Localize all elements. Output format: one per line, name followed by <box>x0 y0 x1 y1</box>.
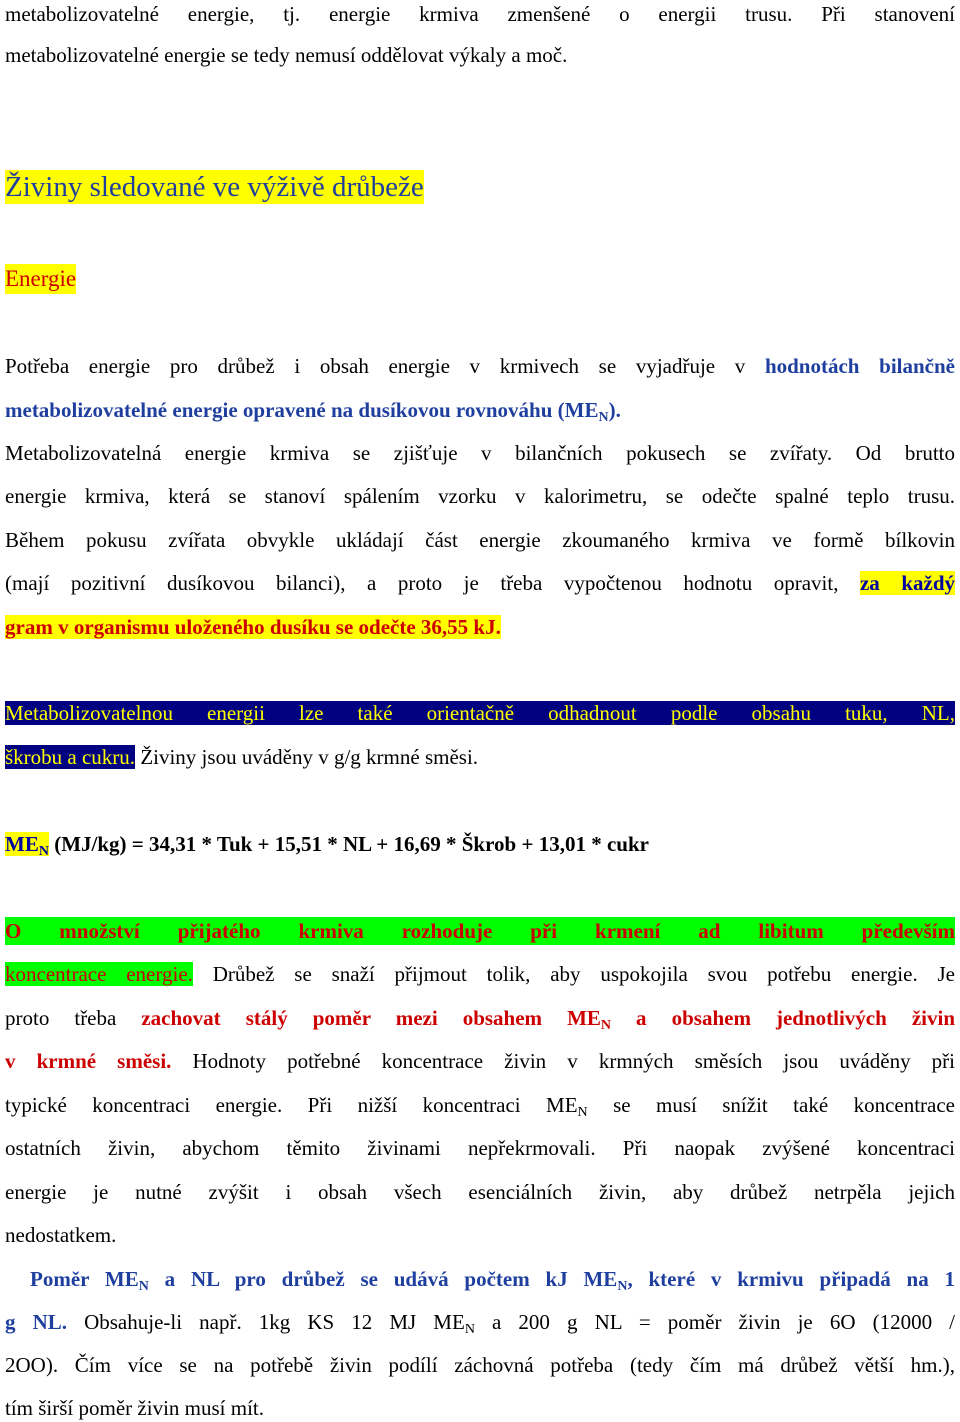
p1-emphasis-c <box>5 398 621 425</box>
p3-l3-emphasis <box>141 1006 955 1033</box>
p3-line-3 <box>5 1004 955 1032</box>
p3-line-4 <box>5 1047 955 1075</box>
p3-l5-text-b: se musí snížit také koncentrace <box>587 1093 955 1117</box>
section-subtitle: Energie <box>5 264 76 294</box>
p4-l2-b: Obsahuje-li např. 1kg KS 12 MJ ME <box>67 1310 465 1334</box>
formula-rest: (MJ/kg) = 34,31 * Tuk + 15,51 * NL + 16,69 * Škrob + 13,01 * cukr <box>48 832 649 856</box>
p3-l4-text: Hodnoty potřebné koncentrace živin v krmných směsích jsou uváděny při <box>171 1049 955 1073</box>
p4-line-4: tím širší poměr živin musí mít. <box>5 1396 264 1420</box>
p3-l2-text: Drůbež se snaží přijmout tolik, aby uspokojila svou potřebu energie. Je <box>192 962 955 986</box>
p3-line-8: nedostatkem. <box>5 1223 117 1247</box>
p1-line-2 <box>5 396 955 424</box>
p4-l2-c: a 200 g NL = poměr živin je 6O (12000 / <box>474 1310 955 1334</box>
p1-line-6 <box>5 569 955 597</box>
p3-l4-emphasis: v krmné směsi. <box>5 1049 172 1073</box>
p2-l2-highlight: škrobu a cukru. <box>5 745 136 769</box>
p4-l2-sub: N <box>464 1322 475 1337</box>
p3-l5-sub: N <box>577 1105 588 1120</box>
p3-l3-sub: N <box>600 1018 612 1033</box>
p3-line-7: energie je nutné zvýšit i obsah všech esenciálních živin, aby drůbež netrpěla jejich <box>5 1180 955 1204</box>
p1-c-sub: N <box>598 410 609 425</box>
p1-line-1 <box>5 352 955 380</box>
p1-line-3: Metabolizovatelná energie krmiva se zjišťuje v bilančních pokusech se zvířaty. Od brutto <box>5 441 955 465</box>
p4-l1-c: , které v krmivu připadá na 1 <box>627 1267 955 1291</box>
p2-line-2 <box>5 743 955 771</box>
formula-me-label <box>5 832 49 859</box>
p4-l1-sub1: N <box>138 1279 149 1294</box>
p1-line-5: Během pokusu zvířata obvykle ukládají část energie zkoumaného krmiva ve formě bílkovin <box>5 528 955 552</box>
section-title: Živiny sledované ve výživě drůbeže <box>5 171 424 203</box>
p3-line-6: ostatních živin, abychom těmito živinami nepřekrmovali. Při naopak zvýšené koncentraci <box>5 1136 955 1160</box>
p1-line-7 <box>5 613 955 641</box>
p3-l5-text-a: typické koncentraci energie. Při nižší koncentraci ME <box>5 1093 578 1117</box>
p1-text-a: Potřeba energie pro drůbež i obsah energie v krmivech se vyjadřuje v <box>5 354 765 378</box>
p2-line-1 <box>5 699 955 727</box>
p4-l1-b: a NL pro drůbež se udává počtem kJ ME <box>148 1267 618 1291</box>
p1-l7-highlight: gram v organismu uloženého dusíku se odečte 36,55 kJ. <box>5 615 501 639</box>
p3-l3-text: proto třeba <box>5 1006 142 1030</box>
p4-line-2 <box>5 1308 955 1336</box>
p2-l1-highlight: Metabolizovatelnou energii lze také orientačně odhadnout podle obsahu tuku, NL, <box>5 701 955 725</box>
formula-me-sub: N <box>38 844 49 859</box>
p4-line-1 <box>30 1265 955 1293</box>
p1-emphasis-b: hodnotách bilančně <box>764 354 955 378</box>
me-formula <box>5 830 955 858</box>
p4-l1-sub2: N <box>617 1279 628 1294</box>
intro-line-1: metabolizovatelné energie, tj. energie krmiva zmenšené o energii trusu. Při stanovení <box>5 2 955 26</box>
p3-l3-bold-a: zachovat stálý poměr mezi obsahem ME <box>141 1006 601 1030</box>
p4-line-3: 2OO). Čím více se na potřebě živin podílí záchovná potřeba (tedy čím má drůbež větší hm.), <box>5 1353 955 1377</box>
p4-l1-a: Poměr ME <box>30 1267 139 1291</box>
p1-l6-highlight: za každý <box>859 571 956 595</box>
p4-l1-emphasis <box>30 1267 955 1294</box>
p1-line-4: energie krmiva, která se stanoví spálením vzorku v kalorimetru, se odečte spalné teplo trusu. <box>5 484 955 508</box>
formula-me: ME <box>5 832 39 856</box>
p3-l2-highlight: koncentrace energie. <box>5 962 193 986</box>
p3-l3-bold-c: a obsahem jednotlivých živin <box>611 1006 955 1030</box>
p1-l6-text: (mají pozitivní dusíkovou bilanci), a proto je třeba vypočtenou hodnotu opravit, <box>5 571 860 595</box>
p1-c-text: metabolizovatelné energie opravené na dusíkovou rovnováhu (ME <box>5 398 599 422</box>
p2-l2-text: Živiny jsou uváděny v g/g krmné směsi. <box>135 745 479 769</box>
p1-c-end: ). <box>608 398 621 422</box>
p3-line-1: O množství přijatého krmiva rozhoduje při krmení ad libitum především <box>5 919 955 943</box>
p3-line-5 <box>5 1091 955 1119</box>
p4-l2-emphasis: g NL. <box>5 1310 68 1334</box>
intro-line-2: metabolizovatelné energie se tedy nemusí oddělovat výkaly a moč. <box>5 43 568 67</box>
p3-line-2 <box>5 960 955 988</box>
